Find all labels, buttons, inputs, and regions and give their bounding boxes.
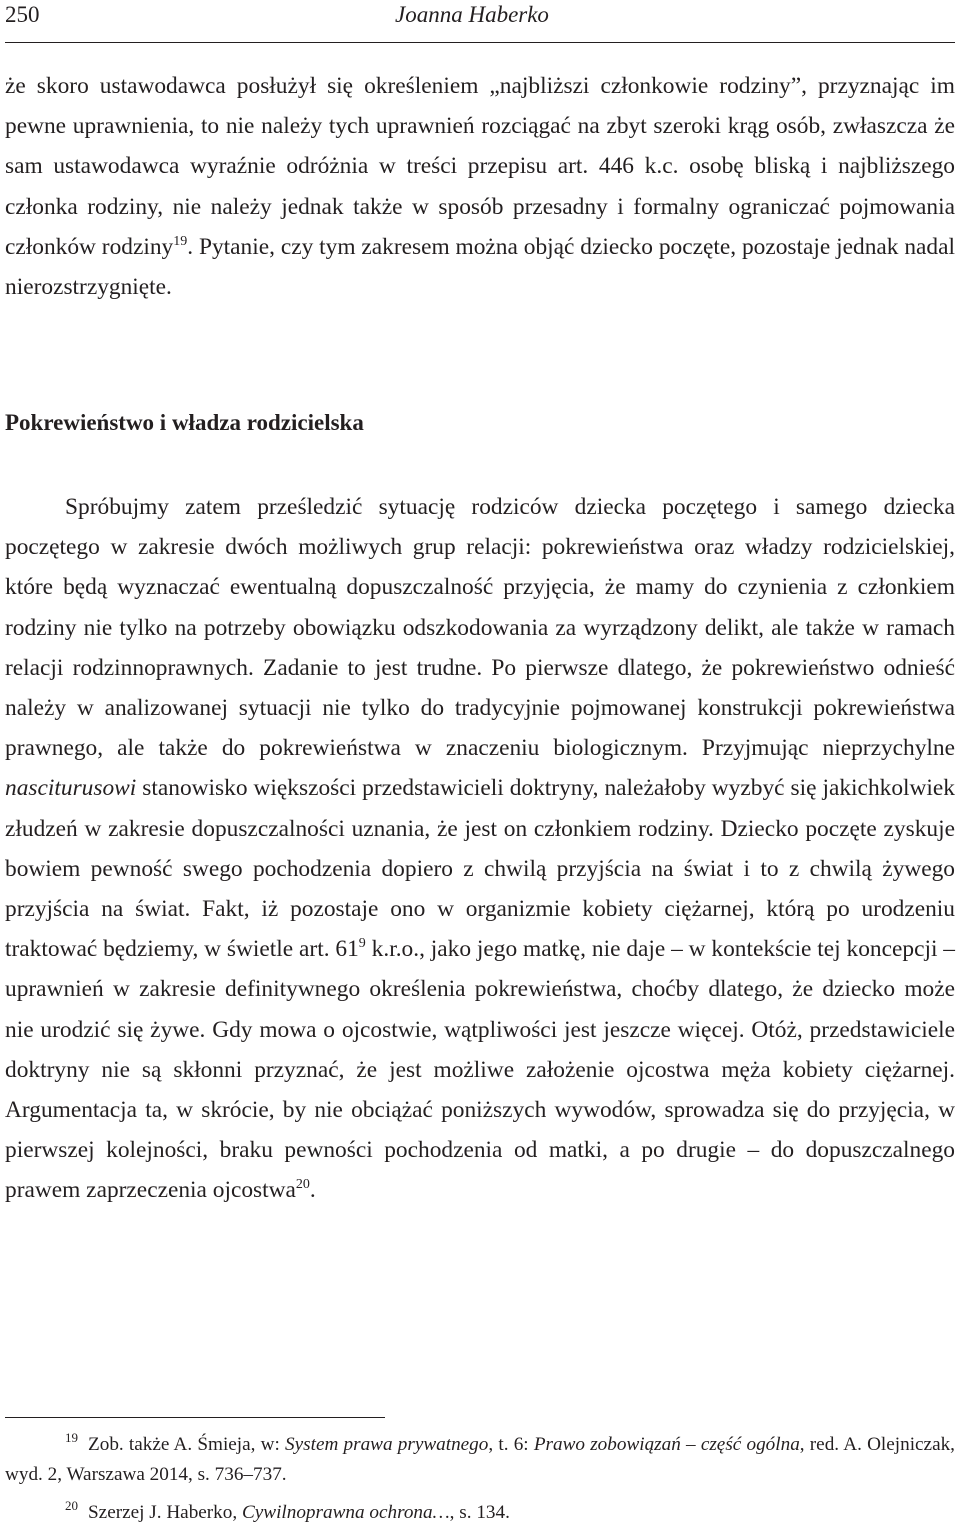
footnote-20 (5, 1498, 955, 1528)
footnote-italic: Prawo zobowiązań – część ogólna (533, 1434, 800, 1455)
paragraph-text: . Pytanie, czy tym zakresem można objąć dziecko poczęte, pozostaje jednak nadal nierozstrzygnięte. (5, 233, 956, 301)
paragraph-end: . (309, 1177, 316, 1204)
paragraph-continued (5, 66, 955, 307)
footnote-italic: System prawa prywatnego (285, 1434, 489, 1455)
section-heading: Pokrewieństwo i władza rodzicielska (5, 410, 364, 435)
italic-term: nasciturusowi (5, 775, 137, 802)
paragraph-text: Spróbujmy zatem prześledzić sytuację rodziców dziecka poczętego i samego dziecka poczętego w zakresie dwóch możliwych grup relacji: pokrewieństwa oraz władzy rodzicielskiej, które będą wyznaczać ewentualną dopuszczalność przyjęcia, że mamy do czynienia z członkiem rodziny nie tylko na potrzeby obowiązku odszkodowania za wyrządzony delikt, ale także w ramach relacji rodzinnoprawnych. Zadanie to jest trudne. Po pierwsze dlatego, że pokrewieństwo odnieść należy w analizowanej sytuacji nie tylko do tradycyjnie pojmowanej konstrukcji pokrewieństwa prawnego, ale także do pokrewieństwa w znaczeniu biologicznym. Przyjmując nieprzychylne (5, 494, 955, 762)
footnote-text: Szerzej J. Haberko, (88, 1502, 238, 1523)
footnote-number: 20 (65, 1498, 78, 1513)
paragraph-main (5, 487, 955, 1211)
footnote-text: , t. 6: (488, 1434, 529, 1455)
footnote-separator (5, 1417, 385, 1418)
paragraph-text: stanowisko większości przedstawicieli doktryny, należałoby wyzbyć się jakichkolwiek złudzeń w zakresie dopuszczalności uznania, że jest on członkiem rodziny. Dziecko poczęte zyskuje bowiem pewność swego pochodzenia dopiero z chwilą przyjścia na świat i to z chwilą żywego przyjścia na świat. Fakt, iż pozostaje ono w organizmie kobiety ciężarnej, którą po urodzeniu traktować będziemy, w świetle art. 61 (5, 775, 955, 963)
page-number: 250 (5, 2, 40, 27)
footnote-text: , s. 134. (449, 1502, 510, 1523)
footnote-text: Zob. także A. Śmieja, w: (88, 1434, 280, 1455)
paragraph-text: że skoro ustawodawca posłużył się określeniem „najbliższi członkowie rodziny”, przyznając im pewne uprawnienia, to nie należy tych uprawnień rozciągać na zbyt szeroki krąg osób, zwłaszcza że sam ustawodawca wyraźnie odróżnia w treści przepisu art. 446 k.c. osobę bliską i najbliższego członka rodziny, nie należy jednak także w sposób przesadny i formalny ograniczać pojmowania członków rodziny (5, 73, 955, 260)
running-head-author: Joanna Haberko (395, 2, 549, 27)
footnote-italic: Cywilnoprawna ochrona… (241, 1502, 450, 1523)
footnote-19 (5, 1430, 955, 1490)
footnote-text: , red. A. Olejniczak, wyd. 2, Warszawa 2014, s. 736–737. (5, 1434, 955, 1485)
article-superscript: 9 (358, 936, 366, 952)
footnote-ref-19[interactable]: 19 (173, 233, 188, 249)
running-header (5, 0, 955, 43)
footnote-number: 19 (65, 1430, 78, 1445)
paragraph-text: k.r.o., jako jego matkę, nie daje – w kontekście tej koncepcji – uprawnień w zakresie definitywnego określenia pokrewieństwa, choćby dlatego, że dziecko może nie urodzić się żywe. Gdy mowa o ojcostwie, wątpliwości jest jeszcze więcej. Otóż, przedstawiciele doktryny nie są skłonni przyznać, że jest możliwe założenie ojcostwa męża kobiety ciężarnej. Argumentacja ta, w skrócie, by nie obciążać poniższych wywodów, sprowadza się do przyjęcia, w pierwszej kolejności, braku pewności pochodzenia od matki, a po drugie – do dopuszczalnego prawem zaprzeczenia ojcostwa (5, 936, 955, 1204)
footnote-ref-20[interactable]: 20 (295, 1177, 310, 1193)
